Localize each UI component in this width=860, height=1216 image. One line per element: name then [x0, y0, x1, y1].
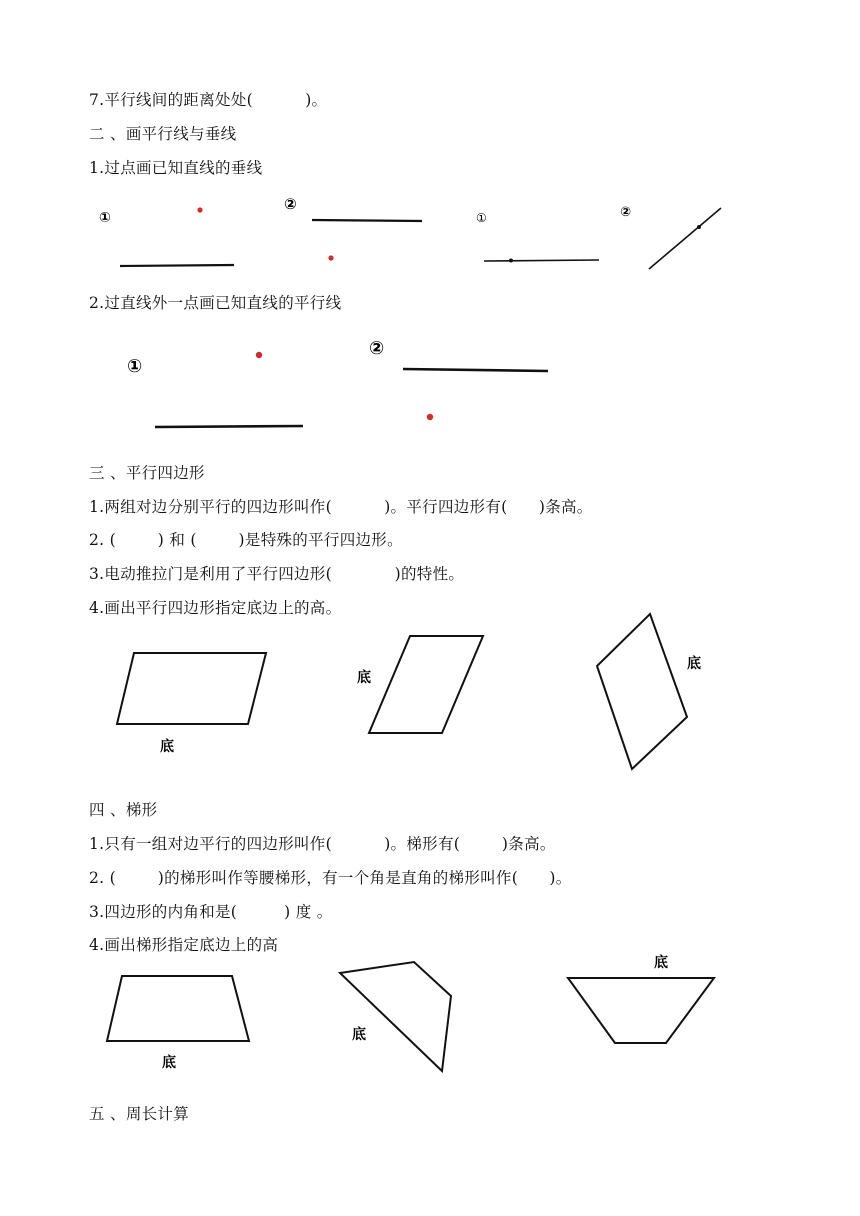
- parallelogram-figures: [0, 610, 860, 780]
- para-label-2: ②: [369, 338, 385, 359]
- section-4-question-3: 3.四边形的内角和是( ) 度 。: [89, 903, 333, 921]
- perp-line-1b: [484, 260, 599, 261]
- section-3-question-2: 2. ( ) 和 ( )是特殊的平行四边形。: [89, 531, 403, 549]
- parallelogram-1: [117, 653, 266, 724]
- perpendicular-figures: [0, 185, 860, 280]
- section-2-question-1: 1.过点画已知直线的垂线: [89, 159, 263, 177]
- base-label-t3: 底: [654, 955, 668, 971]
- section-2-question-2: 2.过直线外一点画已知直线的平行线: [89, 294, 342, 312]
- section-5-heading: 五 、周长计算: [89, 1105, 190, 1123]
- section-3-question-3: 3.电动推拉门是利用了平行四边形( )的特性。: [89, 565, 465, 583]
- perp-point-2a: [328, 255, 333, 260]
- section-2-heading: 二 、画平行线与垂线: [89, 125, 237, 143]
- base-label-p1: 底: [160, 739, 174, 755]
- para-label-1: ①: [127, 356, 143, 377]
- perp-line-2b: [649, 208, 721, 269]
- parallelogram-3: [597, 614, 687, 769]
- section-4-question-2: 2. ( )的梯形叫作等腰梯形，有一个角是直角的梯形叫作( )。: [89, 869, 572, 887]
- section-3-heading: 三 、平行四边形: [89, 464, 205, 482]
- perp-label-2b: ②: [620, 205, 632, 220]
- para-point-1: [256, 352, 262, 358]
- trapezoid-1: [107, 976, 249, 1041]
- parallelogram-2: [369, 636, 483, 733]
- perp-label-1b: ①: [476, 211, 487, 225]
- section-3-question-4: 4.画出平行四边形指定底边上的高。: [89, 599, 342, 617]
- perp-line-1a: [120, 265, 234, 266]
- base-label-p3: 底: [687, 656, 701, 672]
- trapezoid-figures: [0, 945, 860, 1080]
- section-4-question-1: 1.只有一组对边平行的四边形叫作( )。梯形有( )条高。: [89, 835, 556, 853]
- perp-label-1a: ①: [99, 210, 111, 226]
- para-line-2: [403, 369, 548, 371]
- trapezoid-3: [568, 978, 714, 1043]
- trapezoid-2: [340, 962, 451, 1071]
- base-label-t2: 底: [352, 1027, 366, 1043]
- para-point-2: [427, 414, 433, 420]
- section-3-question-1: 1.两组对边分别平行的四边形叫作( )。平行四边形有( )条高。: [89, 498, 593, 516]
- parallel-figures: [0, 330, 860, 435]
- para-line-1: [155, 426, 303, 427]
- perp-point-1a: [197, 207, 202, 212]
- perp-line-2a: [312, 220, 422, 221]
- question-7: 7.平行线间的距离处处( )。: [89, 91, 328, 109]
- section-4-question-4: 4.画出梯形指定底边上的高: [89, 936, 279, 954]
- perp-point-1b: [509, 259, 513, 263]
- base-label-p2: 底: [357, 670, 371, 686]
- section-4-heading: 四 、梯形: [89, 801, 158, 819]
- base-label-t1: 底: [162, 1055, 176, 1071]
- perp-label-2a: ②: [284, 195, 297, 213]
- perp-point-2b: [697, 225, 701, 229]
